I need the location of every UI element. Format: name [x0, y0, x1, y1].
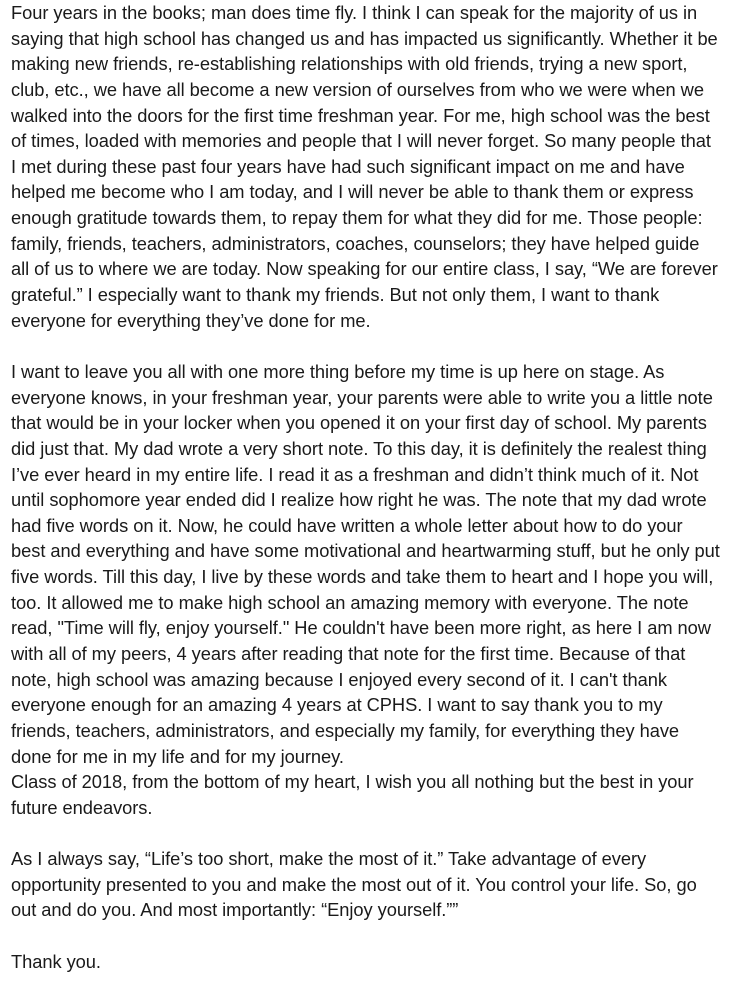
text-line: everyone for everything they’ve done for me.	[11, 309, 371, 331]
text-line: I want to leave you all with one more thing before my time is up here on stage. As	[11, 360, 665, 382]
text-line: Class of 2018, from the bottom of my heart, I wish you all nothing but the best in your	[11, 771, 694, 793]
text-line: future endeavors.	[11, 796, 153, 818]
text-line: until sophomore year ended did I realize how right he was. The note that my dad wrote	[11, 489, 707, 511]
text-line: note, high school was amazing because I enjoyed every second of it. I can't thank	[11, 668, 667, 690]
text-line: of times, loaded with memories and people that I will never forget. So many people that	[11, 130, 711, 152]
text-line: I met during these past four years have had such significant impact on me and have	[11, 155, 685, 177]
text-line: Thank you.	[11, 950, 101, 972]
text-line: that would be in your locker when you opened it on your first day of school. My parents	[11, 412, 707, 434]
text-line: five words. Till this day, I live by these words and take them to heart and I hope you will,	[11, 566, 714, 588]
text-line: too. It allowed me to make high school an amazing memory with everyone. The note	[11, 591, 689, 613]
text-line: done for me in my life and for my journey.	[11, 745, 344, 767]
paragraph	[11, 949, 747, 975]
text-line: saying that high school has changed us and has impacted us significantly. Whether it be	[11, 27, 718, 49]
paragraph-gap	[11, 923, 747, 949]
paragraph	[11, 0, 747, 333]
speech-document	[11, 0, 747, 974]
text-line: did just that. My dad wrote a very short note. To this day, it is definitely the realest thing	[11, 437, 707, 459]
paragraph-gap	[11, 333, 747, 359]
paragraph	[11, 846, 747, 923]
text-line: enough gratitude towards them, to repay them for what they did for me. Those people:	[11, 207, 703, 229]
text-line: everyone knows, in your freshman year, your parents were able to write you a little note	[11, 386, 713, 408]
paragraph	[11, 359, 747, 821]
text-line: all of us to where we are today. Now speaking for our entire class, I say, “We are forever	[11, 258, 718, 280]
text-line: walked into the doors for the first time freshman year. For me, high school was the best	[11, 104, 710, 126]
text-line: helped me become who I am today, and I will never be able to thank them or express	[11, 181, 694, 203]
text-line: friends, teachers, administrators, and especially my family, for everything they have	[11, 719, 680, 741]
paragraph-gap	[11, 821, 747, 847]
text-line: out and do you. And most importantly: “Enjoy yourself.””	[11, 899, 459, 921]
text-line: best and everything and have some motivational and heartwarming stuff, but he only put	[11, 540, 720, 562]
text-line: I’ve ever heard in my entire life. I read it as a freshman and didn’t think much of it. Not	[11, 463, 699, 485]
text-line: had five words on it. Now, he could have written a whole letter about how to do your	[11, 514, 683, 536]
text-line: read, "Time will fly, enjoy yourself." He couldn't have been more right, as here I am now	[11, 617, 711, 639]
text-line: with all of my peers, 4 years after reading that note for the first time. Because of that	[11, 643, 686, 665]
text-line: grateful.” I especially want to thank my friends. But not only them, I want to thank	[11, 284, 660, 306]
text-line: opportunity presented to you and make the most out of it. You control your life. So, go	[11, 873, 697, 895]
text-line: club, etc., we have all become a new version of ourselves from who we were when we	[11, 78, 704, 100]
text-line: family, friends, teachers, administrators, coaches, counselors; they have helped guide	[11, 232, 700, 254]
text-line: Four years in the books; man does time fly. I think I can speak for the majority of us in	[11, 2, 698, 23]
text-line: everyone enough for an amazing 4 years at CPHS. I want to say thank you to my	[11, 694, 663, 716]
text-line: As I always say, “Life’s too short, make the most of it.” Take advantage of every	[11, 848, 647, 870]
text-line: making new friends, re-establishing relationships with old friends, trying a new sport,	[11, 53, 688, 75]
